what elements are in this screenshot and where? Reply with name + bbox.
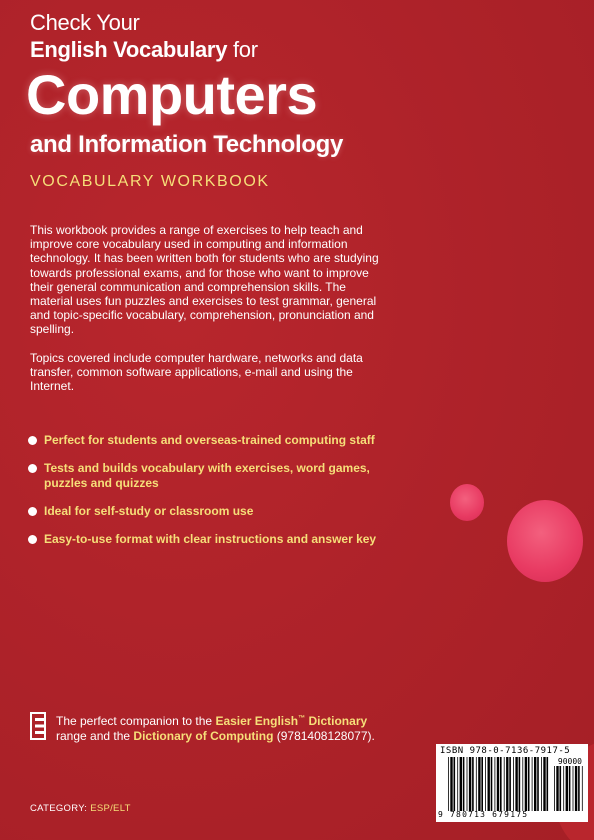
barcode-bar <box>569 766 571 811</box>
barcode-bar <box>543 757 545 811</box>
barcode-bar <box>478 757 480 811</box>
barcode-bar <box>504 757 505 811</box>
price-addon-code: 90000 <box>557 757 582 766</box>
barcode-bar <box>547 757 549 811</box>
barcode-bar <box>506 757 508 811</box>
category-label <box>30 803 131 814</box>
bullet-dot-icon <box>28 436 37 445</box>
barcode-bar <box>495 757 496 811</box>
companion-note <box>56 711 375 744</box>
companion-title-1 <box>215 714 367 728</box>
barcode-bar <box>528 757 530 811</box>
barcode-bar <box>563 766 564 811</box>
description-paragraph-2: Topics covered include computer hardware, networks and data transfer, common software applications, e-mail and using the Internet. <box>30 350 363 394</box>
barcode-bar <box>488 757 490 811</box>
companion-text-1: The perfect companion to the <box>56 714 216 728</box>
category-value: ESP/ELT <box>90 803 131 814</box>
barcode-bar <box>454 757 456 811</box>
barcode-bar <box>556 766 558 811</box>
barcode-bar <box>450 757 452 811</box>
book-logo-icon <box>30 712 46 740</box>
feature-item <box>28 504 408 519</box>
barcode-bar <box>485 757 486 811</box>
isbn-text: ISBN 978-0-7136-7917-5 <box>440 746 571 756</box>
barcode-bar <box>515 757 517 811</box>
bullet-dot-icon <box>28 535 37 544</box>
barcode-addon <box>554 766 584 811</box>
bullet-dot-icon <box>28 507 37 516</box>
barcode-bar <box>491 757 493 811</box>
feature-item <box>28 532 408 547</box>
description-paragraph-1: This workbook provides a range of exercises to help teach and improve core vocabulary used in computing and information technology. It has been written both for students who are studying towards professional exams, and for those who want to improve their general communication and comprehension skills. The material uses fun puzzles and exercises to test grammar, general and topic-specific vocabulary, comprehension, pronunciation and spelling. <box>30 223 379 337</box>
barcode-bar <box>463 757 465 811</box>
feature-list <box>28 433 408 560</box>
title-main: Computers <box>26 63 318 126</box>
barcode-bar <box>476 757 477 811</box>
barcode-bar <box>554 766 555 811</box>
feature-item <box>28 433 408 448</box>
title-line-1: Check Your <box>30 10 140 35</box>
feature-text: Perfect for students and overseas-trained computing staff <box>44 433 375 447</box>
feature-text: Ideal for self-study or classroom use <box>44 504 254 518</box>
barcode-bar <box>537 757 539 811</box>
barcode-bar <box>448 757 449 811</box>
bullet-dot-icon <box>28 464 37 473</box>
barcode-bar <box>582 766 583 811</box>
barcode-bar <box>560 766 562 811</box>
barcode-bar <box>460 757 462 811</box>
barcode-bar <box>532 757 533 811</box>
isbn-barcode-box <box>436 744 588 822</box>
barcode-bar <box>457 757 458 811</box>
barcode-bar <box>566 766 568 811</box>
trademark-symbol: ™ <box>298 715 306 722</box>
companion-title-1a: Easier English <box>215 714 299 728</box>
description <box>30 223 390 407</box>
barcode-main <box>448 757 550 811</box>
companion-text-2: range and the <box>56 729 134 743</box>
companion-title-1b: Dictionary <box>305 714 368 728</box>
title-line-4: and Information Technology <box>30 131 344 158</box>
barcode-bar <box>519 757 521 811</box>
decorative-circle-large <box>507 500 583 582</box>
barcode-bar <box>481 757 483 811</box>
barcode-bar <box>500 757 502 811</box>
barcode-bar <box>509 757 511 811</box>
barcode-bar <box>525 757 527 811</box>
subtitle: VOCABULARY WORKBOOK <box>30 173 270 190</box>
barcode-bar <box>578 766 580 811</box>
title-line-2 <box>30 37 258 63</box>
companion-title-2: Dictionary of Computing <box>133 729 274 743</box>
title-line-2-bold: English Vocabulary <box>30 37 228 62</box>
barcode-bar <box>472 757 474 811</box>
feature-text: Tests and builds vocabulary with exercises, word games, puzzles and quizzes <box>44 461 370 490</box>
feature-text: Easy-to-use format with clear instructions and answer key <box>44 532 377 546</box>
barcode-bar <box>497 757 499 811</box>
barcode-bar <box>513 757 514 811</box>
ean-digits: 9 780713 679175 <box>438 810 529 819</box>
barcode-bar <box>522 757 523 811</box>
category-key: CATEGORY: <box>30 803 91 814</box>
barcode-bar <box>467 757 468 811</box>
barcode-bar <box>573 766 574 811</box>
feature-item <box>28 461 408 491</box>
barcode-bar <box>469 757 471 811</box>
barcode-bar <box>534 757 536 811</box>
title-line-2-thin: for <box>227 37 258 62</box>
barcode-bar <box>541 757 542 811</box>
barcode-bar <box>575 766 577 811</box>
decorative-circle-small <box>450 484 484 521</box>
companion-text-3: (9781408128077). <box>273 729 375 743</box>
